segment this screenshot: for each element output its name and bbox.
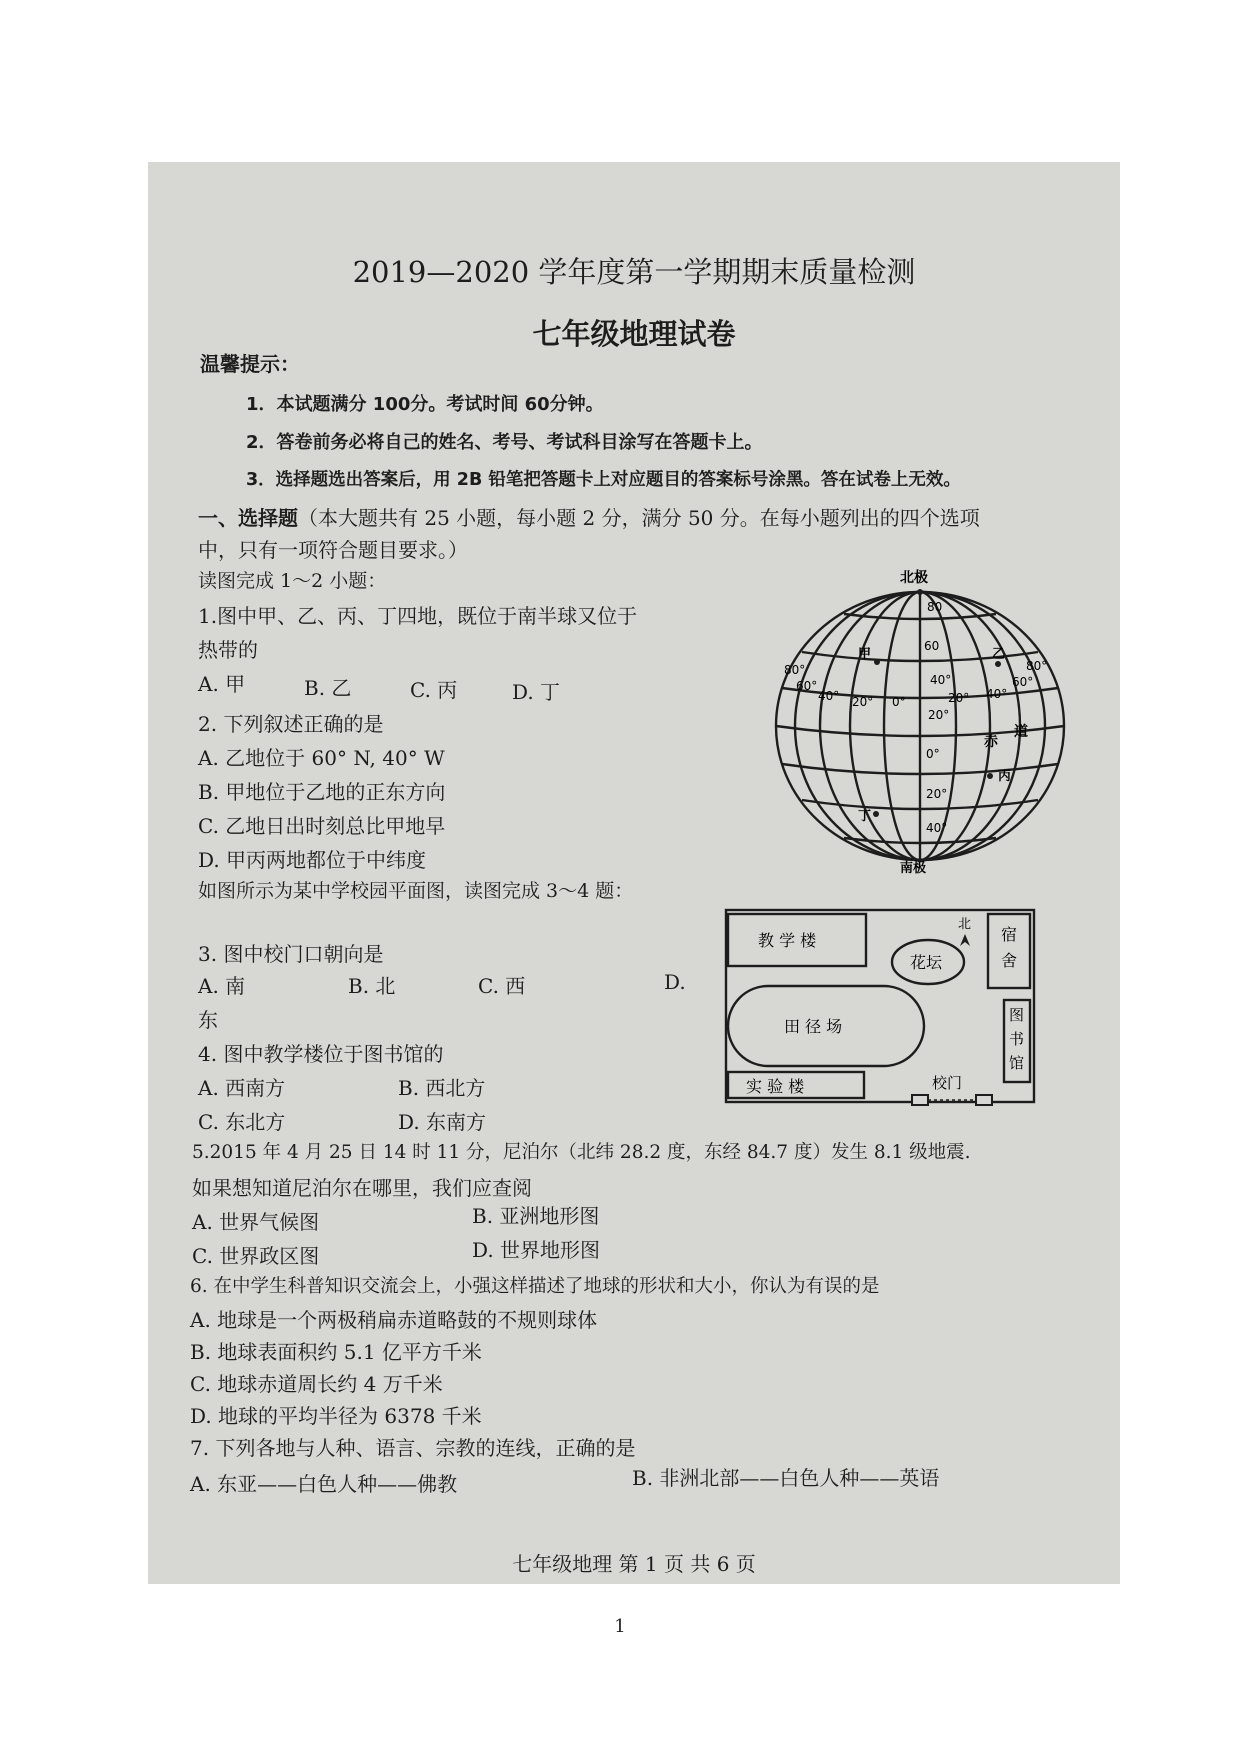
q5-option-d: D. 世界地形图 bbox=[472, 1238, 601, 1262]
tip-item: 2．答卷前务必将自己的姓名、考号、考试科目涂写在答题卡上。 bbox=[246, 432, 763, 453]
place-ding-label: 丁 bbox=[858, 809, 872, 824]
q4-option-d: D. 东南方 bbox=[398, 1110, 487, 1134]
q3-option-d-cont: 东 bbox=[198, 1008, 218, 1032]
q4-option-b: B. 西北方 bbox=[398, 1076, 486, 1100]
gate-label: 校门 bbox=[932, 1074, 963, 1092]
south-pole-label: 南极 bbox=[900, 861, 927, 876]
tip-item: 3．选择题选出答案后，用 2B 铅笔把答题卡上对应题目的答案标号涂黑。答在试卷上无效。 bbox=[246, 470, 961, 490]
lat-label: 40° bbox=[926, 821, 948, 835]
q1-option-c: C. 丙 bbox=[410, 678, 458, 702]
track-field-label: 田 径 场 bbox=[784, 1017, 843, 1036]
q1-option-b: B. 乙 bbox=[304, 676, 352, 700]
q6-option-b: B. 地球表面积约 5.1 亿平方千米 bbox=[190, 1340, 482, 1364]
exam-photo bbox=[148, 162, 1120, 1584]
q2-option-a: A. 乙地位于 60° N, 40° W bbox=[198, 746, 445, 770]
lat-label: 60 bbox=[924, 639, 940, 653]
q4-stem: 4. 图中教学楼位于图书馆的 bbox=[198, 1042, 444, 1066]
page-footer: 七年级地理 第 1 页 共 6 页 bbox=[512, 1552, 756, 1576]
lon-label: 0° bbox=[892, 695, 906, 709]
q2-option-c: C. 乙地日出时刻总比甲地早 bbox=[198, 814, 446, 838]
q6-option-d: D. 地球的平均半径为 6378 千米 bbox=[190, 1404, 482, 1428]
q3-option-d: D. bbox=[664, 970, 686, 994]
q3-option-b: B. 北 bbox=[348, 974, 396, 998]
library-label: 馆 bbox=[1009, 1054, 1025, 1072]
q5-stem: 5.2015 年 4 月 25 日 14 时 11 分，尼泊尔（北纬 28.2 度，东经 84.7 度）发生 8.1 级地震. bbox=[192, 1142, 971, 1163]
exam-title: 2019—2020 学年度第一学期期末质量检测 bbox=[352, 255, 916, 289]
lon-label: 40° bbox=[986, 687, 1008, 701]
lon-label: 60° bbox=[1012, 675, 1034, 689]
place-jia-label: 甲 bbox=[858, 647, 872, 662]
lab-building-label: 实 验 楼 bbox=[746, 1077, 805, 1096]
q1-stem: 1.图中甲、乙、丙、丁四地，既位于南半球又位于 bbox=[198, 604, 638, 628]
place-yi-label: 乙 bbox=[992, 647, 1006, 662]
q6-option-c: C. 地球赤道周长约 4 万千米 bbox=[190, 1372, 443, 1396]
exam-subtitle: 七年级地理试卷 bbox=[532, 317, 736, 351]
q6-option-a: A. 地球是一个两极稍扁赤道略鼓的不规则球体 bbox=[190, 1308, 598, 1332]
q3-option-a: A. 南 bbox=[198, 974, 246, 998]
q3-stem: 3. 图中校门口朝向是 bbox=[198, 942, 384, 966]
library-label: 图 bbox=[1009, 1006, 1025, 1024]
section-heading: 一、选择题（本大题共有 25 小题，每小题 2 分，满分 50 分。在每小题列出的四个选项 bbox=[198, 506, 980, 530]
library-label: 书 bbox=[1009, 1030, 1025, 1048]
q4-option-a: A. 西南方 bbox=[198, 1076, 286, 1100]
tips-heading: 温馨提示： bbox=[200, 352, 300, 376]
flower-bed-label: 花坛 bbox=[910, 953, 943, 972]
tip-item: 1．本试题满分 100分。考试时间 60分钟。 bbox=[246, 394, 604, 415]
north-pole-label: 北极 bbox=[900, 570, 928, 586]
q1-stem-cont: 热带的 bbox=[198, 638, 258, 662]
north-label: 北 bbox=[958, 917, 972, 932]
q7-stem: 7. 下列各地与人种、语言、宗教的连线，正确的是 bbox=[190, 1436, 636, 1460]
lon-label: 80° bbox=[784, 663, 806, 677]
q6-stem: 6. 在中学生科普知识交流会上，小强这样描述了地球的形状和大小，你认为有误的是 bbox=[190, 1276, 880, 1297]
section-description-cont: 中，只有一项符合题目要求。） bbox=[198, 538, 468, 562]
equator-label: 道 bbox=[1014, 724, 1028, 740]
lon-label: 80° bbox=[1026, 659, 1048, 673]
q2-option-d: D. 甲丙两地都位于中纬度 bbox=[198, 848, 427, 872]
q5-option-c: C. 世界政区图 bbox=[192, 1244, 320, 1268]
q5-option-a: A. 世界气候图 bbox=[192, 1210, 320, 1234]
q2-stem: 2. 下列叙述正确的是 bbox=[198, 712, 384, 736]
north-arrow-icon bbox=[960, 934, 970, 946]
lon-label: 20° bbox=[948, 691, 970, 705]
intro-q3-4: 如图所示为某中学校园平面图，读图完成 3～4 题： bbox=[198, 880, 634, 902]
dormitory-label: 舍 bbox=[1001, 951, 1018, 970]
lon-label: 40° bbox=[818, 689, 840, 703]
globe-diagram bbox=[772, 566, 1072, 876]
teaching-building-label: 教 学 楼 bbox=[758, 931, 817, 950]
q3-option-c: C. 西 bbox=[478, 974, 526, 998]
place-bing-label: 丙 bbox=[998, 769, 1012, 784]
lat-label: 0° bbox=[926, 747, 940, 761]
equator-label: 赤 bbox=[984, 734, 998, 750]
page-number: 1 bbox=[614, 1616, 626, 1637]
q1-option-d: D. 丁 bbox=[512, 680, 561, 704]
q4-option-c: C. 东北方 bbox=[198, 1110, 286, 1134]
section-description: （本大题共有 25 小题，每小题 2 分，满分 50 分。在每小题列出的四个选项 bbox=[298, 506, 980, 530]
lat-label: 20° bbox=[926, 787, 948, 801]
q7-option-b: B. 非洲北部——白色人种——英语 bbox=[632, 1466, 940, 1490]
lon-label: 20° bbox=[852, 695, 874, 709]
intro-q1-2: 读图完成 1～2 小题： bbox=[198, 570, 387, 592]
dormitory-label: 宿 bbox=[1001, 925, 1018, 944]
lon-label: 60° bbox=[796, 679, 818, 693]
q1-option-a: A. 甲 bbox=[198, 672, 246, 696]
q2-option-b: B. 甲地位于乙地的正东方向 bbox=[198, 780, 446, 804]
lat-label: 40° bbox=[930, 673, 952, 687]
campus-plan bbox=[722, 906, 1038, 1108]
lat-label: 20° bbox=[928, 708, 950, 722]
q5-option-b: B. 亚洲地形图 bbox=[472, 1204, 600, 1228]
lat-label: 80 bbox=[927, 600, 943, 614]
q5-stem-cont: 如果想知道尼泊尔在哪里，我们应查阅 bbox=[192, 1176, 532, 1200]
q7-option-a: A. 东亚——白色人种——佛教 bbox=[190, 1472, 458, 1496]
